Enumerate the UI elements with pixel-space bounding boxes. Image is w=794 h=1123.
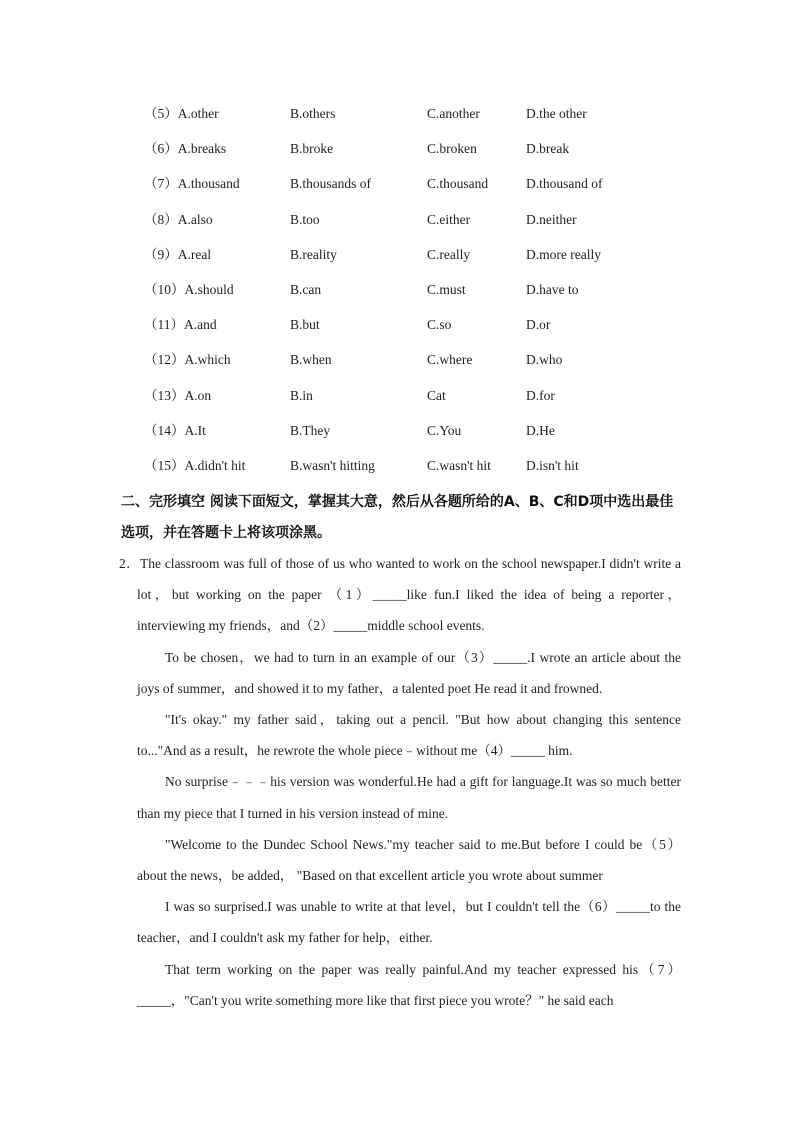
section-heading: 二、完形填空 阅读下面短文，掌握其大意，然后从各题所给的A、B、C和D项中选出最佳选项，并在答题卡上将该项涂黑。 (121, 494, 674, 541)
option-b: B.thousands of (290, 176, 371, 192)
option-d: D.break (526, 141, 570, 157)
option-d: D.who (526, 352, 563, 368)
answer-options-list (144, 101, 704, 488)
option-b: B.wasn't hitting (290, 457, 375, 473)
option-row (144, 418, 704, 453)
option-d: D.or (526, 317, 551, 333)
passage-paragraph: No surprise﹣﹣﹣his version was wonderful.He had a gift for language.It was so much better than my piece that I turned in his version instead of mine. (137, 774, 681, 821)
option-row (144, 207, 704, 242)
option-c: C.really (427, 246, 471, 262)
option-b: B.but (290, 317, 320, 333)
option-row (144, 101, 704, 136)
option-a: （12）A.which (144, 352, 231, 368)
option-b: B.in (290, 387, 313, 403)
option-d: D.have to (526, 281, 579, 297)
option-a: （11）A.and (144, 317, 217, 333)
option-c: C.You (427, 422, 462, 438)
option-b: B.too (290, 211, 320, 227)
option-c: C.must (427, 281, 466, 297)
option-a: （14）A.It (144, 422, 206, 438)
option-d: D.He (526, 422, 555, 438)
option-c: C.thousand (427, 176, 489, 192)
passage-paragraph: To be chosen，we had to turn in an example of our（3）_____.I wrote an article about the joys of summer，and showed it to my father，a talented poet He read it and frowned. (137, 649, 681, 696)
option-a: （15）A.didn't hit (144, 457, 246, 473)
option-c: C.where (427, 352, 473, 368)
option-row (144, 277, 704, 312)
passage-paragraph: That term working on the paper was really painful.And my teacher expressed his（7）_____，"Can't you write something more like that first piece you wrote？" he said each (137, 961, 681, 1008)
option-b: B.others (290, 106, 336, 121)
option-c: C.broken (427, 141, 477, 157)
option-c: C.wasn't hit (427, 457, 491, 473)
option-b: B.broke (290, 141, 334, 157)
option-c: C.either (427, 211, 471, 227)
option-b: B.They (290, 422, 331, 438)
option-d: D.isn't hit (526, 457, 579, 473)
option-b: B.can (290, 281, 322, 297)
passage-paragraph: 2．The classroom was full of those of us who wanted to work on the school newspaper.I didn't write a lot，but working on the paper （1）_____like fun.I liked the idea of being a reporter，interviewing my friends，and（2）_____middle school events. (119, 556, 681, 634)
option-row (144, 347, 704, 382)
option-c: C.another (427, 106, 480, 121)
passage-paragraph: I was so surprised.I was unable to write at that level，but I couldn't tell the（6）_____to the teacher，and I couldn't ask my father for help，either. (137, 899, 681, 946)
option-c: Cat (427, 387, 446, 403)
option-row (144, 242, 704, 277)
passage-paragraph: "It's okay." my father said，taking out a pencil. "But how about changing this sentence to..."And as a result，he rewrote the whole piece﹣without me（4）_____ him. (137, 712, 681, 759)
option-a: （9）A.real (144, 246, 212, 262)
option-d: D.more really (526, 246, 601, 262)
option-row (144, 453, 704, 488)
option-a: （6）A.breaks (144, 141, 227, 157)
option-a: （8）A.also (144, 211, 213, 227)
option-d: D.thousand of (526, 176, 603, 192)
option-a: （5）A.other (144, 106, 219, 121)
option-a: （10）A.should (144, 281, 234, 297)
passage-paragraph: "Welcome to the Dundec School News."my teacher said to me.But before I could be（5）about the news，be added， "Based on that excellent article you wrote about summer (137, 836, 681, 884)
option-b: B.reality (290, 246, 337, 262)
option-d: D.neither (526, 211, 577, 227)
option-b: B.when (290, 352, 332, 368)
option-row (144, 312, 704, 347)
option-row (144, 171, 704, 206)
option-c: C.so (427, 317, 452, 333)
option-a: （13）A.on (144, 387, 212, 403)
option-row (144, 383, 704, 418)
option-a: （7）A.thousand (144, 176, 240, 192)
cloze-passage (119, 548, 681, 1016)
option-d: D.for (526, 387, 555, 403)
option-d: D.the other (526, 106, 587, 121)
option-row (144, 136, 704, 171)
